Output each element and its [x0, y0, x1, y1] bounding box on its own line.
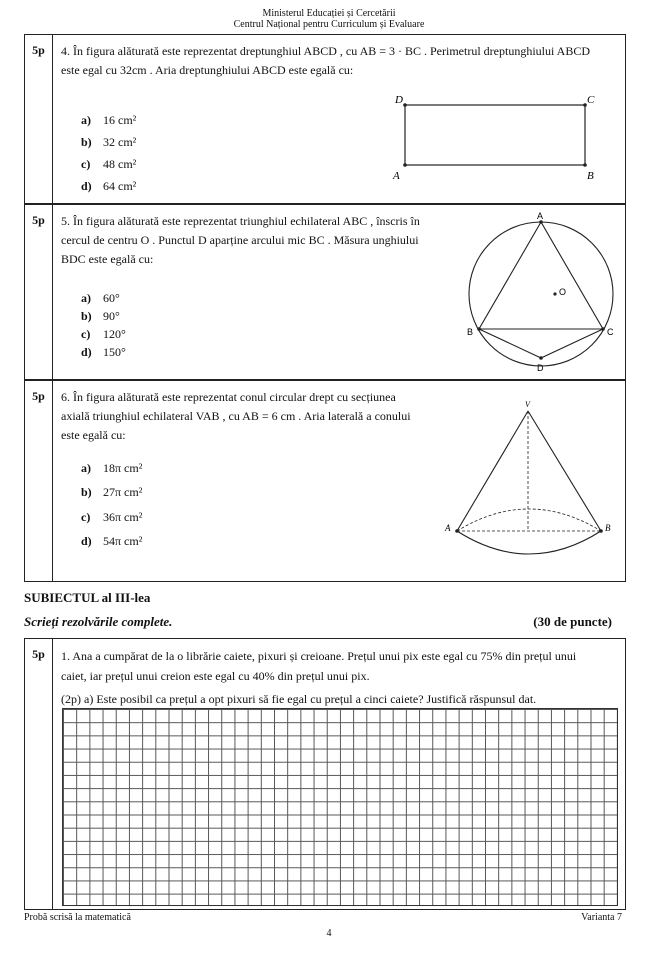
question-line: BDC este egală cu: — [61, 252, 154, 266]
cone-figure — [443, 395, 623, 575]
label-b: B — [605, 523, 611, 533]
label-a: A — [393, 170, 400, 182]
question-text — [61, 42, 590, 80]
section-instruction: Scrieți rezolvările complete. — [24, 614, 173, 629]
label-c: C — [607, 327, 614, 337]
label-d: D — [537, 363, 544, 373]
option-d: d) 64 cm² — [81, 179, 137, 193]
option-b: b) 32 cm² — [81, 135, 137, 149]
question-line: 4. În figura alăturată este reprezentat dreptunghiul ABCD , cu AB = 3 · BC . Perimetrul dreptunghiului ABCD — [61, 44, 590, 58]
option-a: a) 18π cm² — [81, 461, 143, 475]
option-c: c) 48 cm² — [81, 157, 137, 171]
question-text — [61, 212, 420, 269]
footer-left: Probă scrisă la matematică — [24, 912, 131, 923]
question-text — [61, 646, 621, 709]
page-number: 4 — [326, 928, 332, 939]
option-a: a) 16 cm² — [81, 113, 137, 127]
label-v: V — [525, 400, 530, 409]
ministry-name: Ministerul Educației și Cercetării — [262, 8, 396, 19]
page-header — [0, 8, 658, 30]
label-c: C — [587, 94, 595, 106]
question-6 — [24, 380, 626, 582]
question-4 — [24, 34, 626, 204]
label-d: D — [395, 94, 403, 106]
question-text — [61, 388, 411, 445]
question-line: este egală cu: — [61, 428, 126, 442]
option-d: d) 54π cm² — [81, 534, 143, 548]
points-label: 5p — [25, 381, 53, 581]
question-line: (2p) a) Este posibil ca prețul a opt pixuri să fie egal cu prețul a cinci caiete? Justifică răspunsul dat. — [61, 692, 537, 706]
question-line: 5. În figura alăturată este reprezentat triunghiul echilateral ABC , înscris în — [61, 214, 420, 228]
question-line: caiet, iar prețul unui creion este egal cu 40% din prețul unui pix. — [61, 669, 370, 683]
option-c: c) 36π cm² — [81, 510, 143, 524]
question-5 — [24, 204, 626, 380]
page-footer — [24, 909, 626, 923]
center-name: Centrul Național pentru Curriculum și Evaluare — [233, 19, 425, 30]
label-b: B — [587, 170, 594, 182]
question-line: axială triunghiul echilateral VAB , cu AB = 6 cm . Aria laterală a conului — [61, 409, 411, 423]
footer-right: Varianta 7 — [581, 912, 622, 923]
answer-grid[interactable] — [62, 708, 618, 906]
option-d: d) 150° — [81, 345, 126, 359]
points-label: 5p — [25, 35, 53, 203]
rectangle-figure — [389, 93, 609, 193]
option-c: c) 120° — [81, 327, 126, 341]
question-line: 1. Ana a cumpărat de la o librărie caiete, pixuri și creioane. Prețul unui pix este egal cu 75% din prețul unui — [61, 649, 577, 663]
question-line: cercul de centru O . Punctul D aparține arcului mic BC . Măsura unghiului — [61, 233, 419, 247]
section-title: SUBIECTUL al III-lea — [24, 590, 151, 605]
question-line: este egal cu 32cm . Aria dreptunghiului ABCD este egală cu: — [61, 63, 354, 77]
points-label: 5p — [25, 639, 53, 909]
option-b: b) 90° — [81, 309, 120, 323]
circle-triangle-figure — [457, 209, 623, 377]
label-a: A — [537, 211, 544, 221]
option-b: b) 27π cm² — [81, 485, 143, 499]
label-b: B — [467, 327, 474, 337]
section-points: (30 de puncte) — [533, 614, 612, 629]
option-a: a) 60° — [81, 291, 120, 305]
label-o: O — [559, 287, 567, 297]
points-label: 5p — [25, 205, 53, 379]
label-a: A — [445, 523, 451, 533]
question-line: 6. În figura alăturată este reprezentat conul circular drept cu secțiunea — [61, 390, 396, 404]
